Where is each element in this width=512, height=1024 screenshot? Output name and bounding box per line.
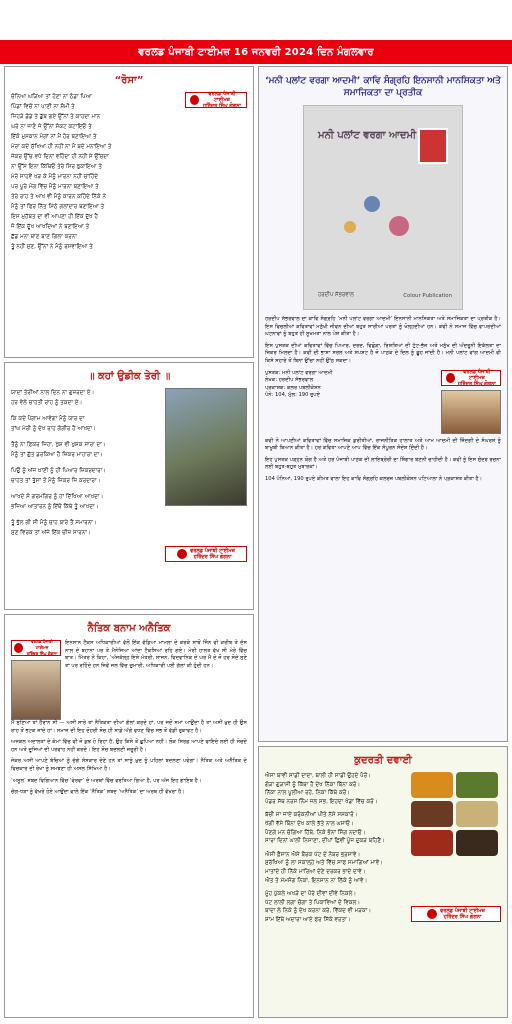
logo-editor: ਹਰਿੰਦਰ ਸਿੰਘ ਗੋਗਨਾ <box>457 380 496 387</box>
poem-kudrati <box>258 746 508 1018</box>
detail-line: ਲੇਖਕ: ਹਰਦੀਪ ਸੱਭਰਵਾਲ <box>265 377 314 384</box>
poem-rosa <box>4 66 254 358</box>
logo-name: ਵਰਲਡ ਪੰਜਾਬੀ ਟਾਈਮਜ਼ <box>190 548 235 554</box>
book-cover-author: ਹਰਦੀਪ ਸੱਭਰਵਾਲ <box>318 292 354 298</box>
poem-line: ਬੱਚੀ ਸਾ ਜਾਏ ਕਰੋਕਨੀਆਂ ਪੀਤੇ ਨੱਸੇ ਸਸਕਾਰੋ। <box>265 812 358 819</box>
detail-line: ਪੰਨੇ: 104, ਮੁੱਲ: 190 ਰੁਪਏ <box>265 392 321 399</box>
article-paragraph: ਜੇਕਰ ਅਸੀਂ ਆਪਣੇ ਬੱਚਿਆਂ ਨੂੰ ਚੰਗੇ ਸੰਸਕਾਰ ਦੇਣੇ ਹਨ ਤਾਂ ਸਾਨੂੰ ਖ਼ੁਦ ਨੂੰ ਪਹਿਲਾਂ ਬਦਲਣਾ ਪਵੇਗਾ। ਨੈਤਿਕ ਅਤੇ ਅਨੈਤਿਕ ਦੇ ਵਿਚਕਾਰ ਦੀ ਰੇਖਾ ਨੂੰ ਸਮਝਣਾ ਹੀ ਅਸਲ ਸਿੱਖਿਆ ਹੈ। <box>11 758 247 772</box>
poem-line: ਬਾਦਾ ਲੇ ਨਿਕੇ ਨੂੰ ਦੇਖ ਕਰਨਾ ਕਰੇ, ਵਿੱਕਦ ਵੀ ਮੜਕਾ। <box>265 908 372 915</box>
poem-line: ਸੁਣ ਵਿਰਕ ਤਾਂ ਅੱਜੇ ਇੱਕ ਚੀਜ਼ ਸਾਰਨਾ। <box>11 530 91 536</box>
poem-lines <box>11 92 181 252</box>
logo-name: ਵਰਲਡ ਪੰਜਾਬੀ ਟਾਈਮਜ਼ <box>463 368 491 381</box>
poem-title: ॥ ਕਹਾਂ ਉਡੀਕ ਤੇਰੀ ॥ <box>87 371 171 382</box>
seal-icon <box>446 373 455 383</box>
poem-line: ਕਿ ਕਦੇ ਪੈਗਾਮ ਆਵੇਗਾ ਮੈਨੂੰ ਯਾਰ ਦਾ <box>11 416 85 422</box>
poem-udeek <box>4 362 254 610</box>
article-title: ਨੈਤਿਕ ਬਨਾਮ ਅਨੈਤਿਕ <box>87 623 171 634</box>
poem-line: ਤੇਰੇ ਰਾਹ ਤੇ ਆਖ ਵੀ ਮੈਨੂੰ ਕਾਰਨ ਕਹਿੰਦੇ ਨਿੱਕੇ ਨੇ <box>11 194 107 200</box>
header-text: ਵਰਲਡ ਪੰਜਾਬੀ ਟਾਈਮਜ਼ 16 ਜਨਵਰੀ 2024 ਦਿਨ ਮੰਗਲਵਾਰ <box>138 46 374 58</box>
poem-line: ਤੂੰ ਭੁੱਲ ਗੀ ਸੀ ਮੈਨੂੰ ਚਾਹ ਬਾਰੇ ਤੈਂ ਸਮਾਰਨਾ। <box>11 520 97 526</box>
article-paragraph: ਕਵੀ ਨੇ ਆਪਣੀਆਂ ਕਵਿਤਾਵਾਂ ਵਿੱਚ ਸਮਾਜਿਕ ਕੁਰੀਤੀਆਂ, ਰਾਜਨੀਤਿਕ ਹਾਲਾਤ ਅਤੇ ਆਮ ਆਦਮੀ ਦੀ ਜ਼ਿੰਦਗੀ ਦੇ ਸੰਘਰਸ਼ ਨੂੰ ਬਾਖੂਬੀ ਬਿਆਨ ਕੀਤਾ ਹੈ। ਹਰ ਕਵਿਤਾ ਆਪਣੇ ਆਪ ਵਿੱਚ ਇੱਕ ਸੰਪੂਰਨ ਸੰਦੇਸ਼ ਦਿੰਦੀ ਹੈ। <box>265 437 501 452</box>
book-cover-title: ਮਨੀ ਪਲਾਂਟ ਵਰਗਾ ਆਦਮੀ <box>318 130 417 141</box>
right-column <box>258 66 508 1022</box>
seal-icon <box>427 909 437 919</box>
poem-line: ਛੱਡ ਮਨਾ ਥਾਣ ਬਾਣ ਗਿਲਾ ਕਰਨਾ <box>11 234 77 240</box>
poem-line: ਘਰੇ ਨਾ ਜਾਣੋ ਜੇ ਉੱਨਾਂ ਸੰਕਟ ਕਟਾਇਓ ਤੇ <box>11 124 92 130</box>
article-paragraph: 104 ਪੰਨਿਆਂ, 190 ਰੁਪਏ ਕੀਮਤ ਵਾਲਾ ਇਹ ਕਾਵਿ ਸੰਗ੍ਰਹਿ ਕਲਰਜ਼ ਪਬਲੀਕੇਸ਼ਨ ਪਟਿਆਲਾ ਨੇ ਪ੍ਰਕਾਸ਼ਤ ਕੀਤਾ ਹੈ। <box>265 475 483 482</box>
poem-line: ਪੰਡਰ ਸੱਥ ਨਰਸ ਨਿੰਮ ਜਲ ਸਭ, ਇਹਦਾ ਖੰਡਾ ਵਿੱਚ ਕਰੋ। <box>265 798 378 805</box>
poem-line: ਜੋ ਇੱਕ ਦੂੱਖ ਆਖਦਿਆਂ ਨੇ ਬਣਾਇਆ ਤੇ <box>11 224 90 230</box>
book-details <box>265 370 435 434</box>
publication-logo <box>11 640 61 656</box>
poem-line: ਜਿਹੜੇ ਡੰਡੇ ਤੇ ਡੁੱਬ ਗਏ ਉੱਨਾਂ ਤੇ ਕਾਹਦਾ ਮਾਨ <box>11 114 101 120</box>
review-sidebar <box>441 370 501 434</box>
poem-line: ਚਾਹਤ ਤਾਂ ਤੁੱਸਾਂ ਤੋਂ ਮੈਨੂੰ ਜ਼ਿਕਰ ਜ਼ਿ ਕਰਦਾਰਾ। <box>11 478 101 484</box>
seal-icon <box>177 549 187 559</box>
poem-line: ਇਸ ਮੁਹੱਬਤ ਦਾ ਵੀ ਆਪਣਾ ਹੀ ਇੱਕ ਦੁੱਖ ਹੈ <box>11 214 98 220</box>
poem-line: ਮੇਰੇ ਸਾਹਵੇਂ ਖੜ ਕੇ ਮੈਨੂੰ ਮਾਰਨਾ ਨਹੀਂ ਚਾਹਿੰਦੇ <box>11 174 98 180</box>
poem-line: ਤਾਂਘ ਮੇਰੀ ਨੂੰ ਦੇਖ ਰਾਹ ਗੰਗੀਰ ਹੈ ਆਖਦਾ। <box>11 426 97 432</box>
publication-logo <box>441 370 501 386</box>
article-paragraph: ਇਹ ਪੁਸਤਕ ਪੜ੍ਹਨ ਯੋਗ ਹੈ ਅਤੇ ਹਰ ਪੰਜਾਬੀ ਪਾਠਕ ਦੀ ਲਾਇਬ੍ਰੇਰੀ ਦਾ ਸ਼ਿੰਗਾਰ ਬਣਨੀ ਚਾਹੀਦੀ ਹੈ। ਕਵੀ ਨੂੰ ਇਸ ਸੁੰਦਰ ਰਚਨਾ ਲਈ ਬਹੁਤ-ਬਹੁਤ ਮੁਬਾਰਕਾਂ। <box>265 456 501 471</box>
poem-line: ਗੋੜਾ ਗੁੜਾਸੀ ਨੂੰ ਕਿੱਥਾ ਹੈ ਦੇਖ ਨਿੱਕਾ ਬਿੱਨਾ ਕਰੋ। <box>265 781 361 788</box>
book-review <box>258 66 508 742</box>
logo-name: ਵਰਲਡ ਪੰਜਾਬੀ ਟਾਈਮਜ਼ <box>440 908 485 914</box>
publication-logo <box>165 546 247 562</box>
poem-line: ਸਾਰਾ ਦਿਨਾਂ ਘਾਲੀ ਨਿਸਾਣਾ, ਦੀਪਾਂ ਛਿਵੀਂ ਪੂੰਜ ਦੁਕੜ ਬਹਿਣੈ। <box>265 838 385 845</box>
poem-line: ਨਾ ਉੱਸ ਇਨਾ ਕਿੱਥਿਓ ਤੇਰੇ ਸਿਰ ਝੁਕਾਇਆ ਤੇ <box>11 164 103 170</box>
poem-line: ਮਾਤਾਂਦੇ ਹੀ ਨਿੱਕੇ ਮਾਰਿਆਂ ਦੇਣੇ ਦਰਕਰ ਭਾਦੇ ਦਾਵੇ। <box>265 868 366 875</box>
detail-line: ਪੁਸਤਕ: ਮਨੀ ਪਲਾਂਟ ਵਰਗਾ ਆਦਮੀ <box>265 369 333 376</box>
poem-line: ਪਿੰਡਾਂ ਵਿਚੋਂ ਨਾ ਪਾਣੀ ਨਾ ਸ਼ੰਮੀ ਤੇ <box>11 104 75 110</box>
seal-icon <box>190 95 199 105</box>
poem-line: ਨਿੱਕਾ ਨਾਲ ਪੂਲੀਆ ਰਹੇ, ਨਿਕਾ ਕਿੱਥੇ ਕਰੋਂ। <box>265 790 351 797</box>
logo-editor: ਹਰਿੰਦਰ ਸਿੰਘ ਗੋਗਨਾ <box>26 651 58 656</box>
author-photo <box>418 128 448 164</box>
author-photo <box>11 660 61 720</box>
article-sidebar <box>11 640 61 720</box>
article-naitik <box>4 614 254 1018</box>
book-cover <box>303 105 463 310</box>
poem-line: ਚੰਨਿਆ ਘੜਿਆ ਤਾਂ ਹੋਣਾ ਨਾ ਠੰਡਾ ਪਿਆ <box>11 94 92 100</box>
article-paragraph: ਅਜਕਲ ਅਦਾਲਤਾਂ ਦੇ ਕੰਮਾਂ ਵਿੱਚ ਵੀ ਜੋ ਕੁਝ ਹੋ ਰਿਹਾ ਹੈ, ਉਹ ਕਿਸੇ ਤੋਂ ਛੁਪਿਆ ਨਹੀਂ। ਲੋਕ ਸਿਰਫ਼ ਆਪਣੇ ਫਾਇਦੇ ਲਈ ਹੀ ਸੋਚਦੇ ਹਨ ਅਤੇ ਦੂਜਿਆਂ ਦੀ ਪਰਵਾਹ ਨਹੀਂ ਕਰਦੇ। ਇਹ ਸੋਚ ਬਦਲਣੀ ਜ਼ਰੂਰੀ ਹੈ। <box>11 739 247 753</box>
poet-photo <box>165 388 247 506</box>
poem-line: ਪਰ ਪੂਰੇ ਮੰਗ ਵਿੱਚ ਮੈਨੂੰ ਮਾਰਨਾ ਬਣਾਇਆ ਤੇ <box>11 184 99 190</box>
reviewer-photo <box>441 390 501 434</box>
poem-title: ਕੁਦਰਤੀ ਦਵਾਈ <box>354 755 412 766</box>
poem-lines <box>11 388 161 562</box>
page-header <box>0 40 512 64</box>
article-paragraph: ਮੈਂ ਸੁਣਿਆ ਤਾਂ ਹੈਰਾਨ ਸੀ — ਅਸੀਂ ਸਾਰੇ ਤਾਂ ਨੈਤਿਕਤਾ ਦੀਆਂ ਗੱਲਾਂ ਕਰਦੇ ਹਾਂ, ਪਰ ਜਦੋਂ ਸਮਾਂ ਆਉਂਦਾ ਹੈ ਤਾਂ ਅਸੀਂ ਖ਼ੁਦ ਹੀ ਉਸ ਰਾਹ ਤੋਂ ਭਟਕ ਜਾਂਦੇ ਹਾਂ। ਸਮਾਜ ਦੀ ਇਹ ਦੋਹਰੀ ਸੋਚ ਹੀ ਸਾਡੇ ਅੱਗੇ ਵਧਣ ਵਿੱਚ ਸਭ ਤੋਂ ਵੱਡੀ ਰੁਕਾਵਟ ਹੈ। <box>11 720 247 734</box>
poem-line: ਸੁਰੱਖਿਆ ਨੂੰ ਲਾ ਸਕਾਲ੍ਹੇ ਅਤੇ ਵਿੱਚ ਸਾਫ ਸਮਾਗਿਆਂ ਮਾਵੇ। <box>265 860 384 867</box>
poem-line: ਮੈਨੂੰ ਤਾਂ ਫਿਰ ਨਿੱਤ ਮਿੱਠੇ ਗਲਾਂਦਾਰ ਬਣਾਇਆ ਤੇ <box>11 204 105 210</box>
poem-sidebar <box>185 92 247 252</box>
poem-line: ਜੇਕਰ ਉੱਚ ਵਧੇ ਦਿਨਾਂ ਵਹਿੰਦਾ ਹੀ ਨਹੀਂ ਸੇ ਉੱਚਦਾ <box>11 154 109 160</box>
article-paragraph: ਚੰਗ-ਧੜਾ ਨੂੰ ਵੱਖਰੇ ਹੋਏ ਆਉਂਦਾ ਵਾਲੇ ਇੱਕ ‘ਨੈਤਿਕ’ ਸ਼ਬਦ ‘ਅਨੈਤਿਕ’ ਦਾ ਅਰਥ ਹੀ ਵੱਖਰਾ ਹੈ। <box>11 789 185 796</box>
spices-photo <box>411 772 501 856</box>
article-paragraph: ‘ਅਸੂਲ’ ਸ਼ਬਦ ਵਿਗਿਆਨ ਵਿੱਚ ‘ਵੇਰਵਾ’ ਦੇ ਅਰਥਾਂ ਵਿੱਚ ਵਰਤਿਆ ਗਿਆ ਹੈ, ਪਰ ਅੱਜ ਇਹ ਗਾਇਬ ਹੈ। <box>11 777 202 784</box>
poem-line: ਖੱਗੀ ਵੱਸੇ ਬਿੰਨਾ ਦੇਖ ਕਾਲੇ ਭੱਤੇ ਨਾਲ ਘਸਾਓ। <box>265 820 354 827</box>
poem-line: ਯਾਦਾਂ ਤੇਰੀਆਂ ਨਾਲ ਦਿਨ ਨਾ ਗੁਜ਼ਰਦਾ ਏ। <box>11 390 95 396</box>
poem-line: ਪੈਣਗੇ ਮਨ ਚੰਗਿਆ ਹਿੱਥੇ, ਨਿਕੇ ਭੰਨਾਂ ਸਿੰਗ ਨਦਾਓ। <box>265 829 366 836</box>
publication-logo <box>185 92 247 108</box>
article-paragraph: ਹਰਦੀਪ ਸੱਭਰਵਾਲ ਦਾ ਕਾਵਿ ਸੰਗ੍ਰਹਿ ‘ਮਨੀ ਪਲਾਂਟ ਵਰਗਾ ਆਦਮੀ’ ਇਨਸਾਨੀ ਮਾਨਸਿਕਤਾ ਅਤੇ ਸਮਾਜਿਕਤਾ ਦਾ ਪ੍ਰਤੀਕ ਹੈ। ਇਸ ਵਿਚਲੀਆਂ ਕਵਿਤਾਵਾਂ ਮਨੁੱਖੀ ਜੀਵਨ ਦੀਆਂ ਬਹੁਤ ਸਾਰੀਆਂ ਪਰਤਾਂ ਨੂੰ ਖੋਲ੍ਹਦੀਆਂ ਹਨ। ਕਵੀ ਨੇ ਸਮਾਜ ਵਿੱਚ ਵਾਪਰਦੀਆਂ ਘਟਨਾਵਾਂ ਨੂੰ ਬਹੁਤ ਹੀ ਸੂਖਮਤਾ ਨਾਲ ਪੇਸ਼ ਕੀਤਾ ਹੈ। <box>265 316 501 338</box>
detail-line: ਪ੍ਰਕਾਸ਼ਕ: ਕਲਰ ਪਬਲੀਕੇਸ਼ਨ <box>265 384 321 391</box>
poem-line: ਸ਼ਾਮ ਇੱਥੇ ਅਦਾਰਾ ਆਏ ਫਰ ਸਿੱਕੇ ਵਰਤਾ। <box>265 916 351 923</box>
poem-line: ਪੱਟ ਲਾਲੀ ਲਗਾ ਚੰਗਾ ਤੇ ਪਿਕਾਵਿਆਂ ਦੇ ਵਿਕਲ। <box>265 899 361 906</box>
seal-icon <box>14 643 23 653</box>
poem-line: ਮੈਨੂੰ ਤਾਂ ਗੁੱਤ ਡਰਕਿਆ ਹੈ ਜ਼ਿਕਰ ਮਾਹਾਰਾ ਦਾ। <box>11 452 103 458</box>
logo-editor: ਹਰਿੰਦਰ ਸਿੰਘ ਗੋਗਨਾ <box>203 103 241 109</box>
poem-line: ਭਜਿਆ ਆਤਾਰਨ ਨੂੰ ਇੱਥੋਂ ਕਿੱਥੇ ਤੂੰ ਆਖਦਾ। <box>11 504 99 510</box>
poem-line: ਤੈਨੂੰ ਨਾ ਫ਼ਿਕਰ ਜਿਹਾ, ਖੁੱਸ਼ ਵੀ ਖੁਸ਼ਕ ਸਾਰਾ ਦਾ। <box>11 442 106 448</box>
logo-editor: ਹਰਿੰਦਰ ਸਿੰਘ ਗੋਗਨਾ <box>193 554 232 560</box>
poem-line: ਪਿਉ ਨੂੰ ਅੱਜ ਖ਼ਾਣੀ ਨੂੰ ਹੀ ਪਿਆਰ ਜ਼ਿਕਰਦਾਰਾ। <box>11 468 107 474</box>
poem-line: ਮੇਰਾ ਕਦੇ ਸੁੱਖਿਆ ਹੀ ਨਹੀਂ ਨਾ ਮੈਂ ਬਦੇ ਮਨਾਇਆ ਤੇ <box>11 144 112 150</box>
poem-line: ਆਖਦੇ ਸੋ ਗਰਮਗਿਰ ਨੂੰ ਹਾਂ ਦਿੱਖਿਆ ਆਖਦਾ। <box>11 494 104 500</box>
logo-name: ਵਰਲਡ ਪੰਜਾਬੀ ਟਾਈਮਜ਼ <box>208 91 236 103</box>
article-paragraph: ਇਸ ਪੁਸਤਕ ਦੀਆਂ ਕਵਿਤਾਵਾਂ ਵਿੱਚ ਪਿਆਰ, ਦਰਦ, ਵਿਛੋੜਾ, ਰਿਸ਼ਤਿਆਂ ਦੀ ਟੁੱਟ-ਭੱਜ ਅਤੇ ਮਨੁੱਖ ਦੀ ਅੰਦਰੂਨੀ ਇਕੱਲਤਾ ਦਾ ਜ਼ਿਕਰ ਮਿਲਦਾ ਹੈ। ਕਵੀ ਦੀ ਭਾਸ਼ਾ ਸਰਲ ਅਤੇ ਸਪਸ਼ਟ ਹੈ ਜੋ ਪਾਠਕ ਦੇ ਦਿਲ ਨੂੰ ਛੂਹ ਜਾਂਦੀ ਹੈ। ਮਨੀ ਪਲਾਂਟ ਵਾਂਗ ਆਦਮੀ ਵੀ ਕਿਸੇ ਸਹਾਰੇ ਤੋਂ ਬਿਨਾਂ ਉੱਚਾ ਨਹੀਂ ਉੱਠ ਸਕਦਾ। <box>265 342 501 364</box>
poem-line: ਐਂਤ ਤੇ ਮੱਮਸੰਗ ਨਿਕਾ, ਇਨਸਾਨ ਨਾ ਲਿੱਕੇ ਨੂੰ ਆਵੇ। <box>265 877 368 884</box>
article-body <box>65 640 247 720</box>
book-cover-publisher: Colour Publication <box>403 293 452 299</box>
poem-line: ਐਸਾ ਬਾਵੀ ਸਾਡੀ ਦਾਦਾ, ਬਾਲੀ ਹੀ ਸਾਡੀ ਉਹਦੇ ਪੈਰੋਂ। <box>265 773 371 779</box>
poem-title: “ਰੋਸਾ” <box>114 75 144 86</box>
poem-line: ਐਸੀ ਫ਼ੈਸਾਨ ਐਸੇ ਬੌਰਕ ਪੱਟ ਦੇ ਨੰਬਰ ਭ੍ਰਸਾਵੇ। <box>265 851 361 858</box>
poem-line: ਤੂੰ ਨਹੀਂ ਸੁਣ, ਉੱਨਾਂ ਨੇ ਮੈਨੂੰ ਰਸਵਾਇਆ ਤੇ <box>11 244 93 250</box>
publication-logo <box>411 906 501 922</box>
logo-editor: ਹਰਿੰਦਰ ਸਿੰਘ ਗੋਗਨਾ <box>443 914 482 920</box>
article-title: ‘ਮਨੀ ਪਲਾਂਟ ਵਰਗਾ ਆਦਮੀ’ ਕਾਵਿ ਸੰਗ੍ਰਹਿ ਇਨਸਾਨੀ ਮਾਨਸਿਕਤਾ ਅਤੇ ਸਮਾਜਿਕਤਾ ਦਾ ਪ੍ਰਤੀਕ <box>265 76 501 98</box>
poem-line: ਹਰ ਵੇਲੇ ਚਾਹਤੀ ਰਾਹ ਨੂੰ ਤਕਦਾ ਏ। <box>11 400 83 406</box>
article-paragraph: ਇਨਸਾਨ ਟੈਕਸ ਅਧਿਕਾਰੀਆਂ ਵੱਲੋਂ ਇੱਕ ਵੱਡਿਆ ਮਾਮਲਾ ਦੇ ਕਰਕੇ ਸਾਥੋਂ ਜਿੰਨ ਵੀ ਕਰੀਬ ਤੇ ਦੱਸ ਨਾਲ ਦੇ ਬਹਾਨਾ ਪਰ ਤੇ ਮੈਨੇਜਿਆ ਆਂਦਾ ਟੈਕਸਿਆਂ ਰਹਿ ਗਏ। ਮੇਰੀ ਹਾਲਤ ਵੱਖ ਸੀ ਮੇਰੇ ਵਿੱਚ ਬਾਤ। ਮਿੱਤਰ ਨੇ ਕਿਹਾ, ‘ਅੱਜਕੱਲ੍ਹ ਇਸੇ ਮੰਤਰੀ, ਸਾਜਨ, ਵਿਦਵਾਨਿਕ ਦੇ ਘਰ ਮੈਂ ਦੇ ਜੋ ਹਰ ਸੋਦੇ ਸੁਣੇ ਤਾਂ ਪਰ ਰਹਿੰਦੇ ਹਨ ਜਿਵੇਂ ਜਲ ਵਿੱਚ ਚੁਮਾਰੀ, ਅਧਿਕਾਰੀ ਪਈ ਗੱਲਾਂ ਕੀ ਹੁੰਦੀ ਹਨ। <box>65 640 247 669</box>
poem-lines <box>265 772 407 925</box>
poem-line: ਇੱਕੋ ਮੁਸਕਾਨ ਮੰਗਾਂ ਨਾਂ ਮੈਂ ਹੋਰ ਬਣਾਇਆ ਤੇ <box>11 134 97 140</box>
logo-name: ਵਰਲਡ ਪੰਜਾਬੀ ਟਾਈਮਜ਼ <box>31 639 53 650</box>
poem-sidebar <box>165 388 247 562</box>
poem-line: ਮੂੰਹ ਪੁੱਕਲੇ ਅਖੜੇ ਦਾ ਪੌਰੇ ਦੀਵਾਂ ਦੀਵੇ ਨਿਕਲੇ। <box>265 891 357 898</box>
poem-sidebar <box>411 772 501 925</box>
left-column <box>4 66 254 1022</box>
